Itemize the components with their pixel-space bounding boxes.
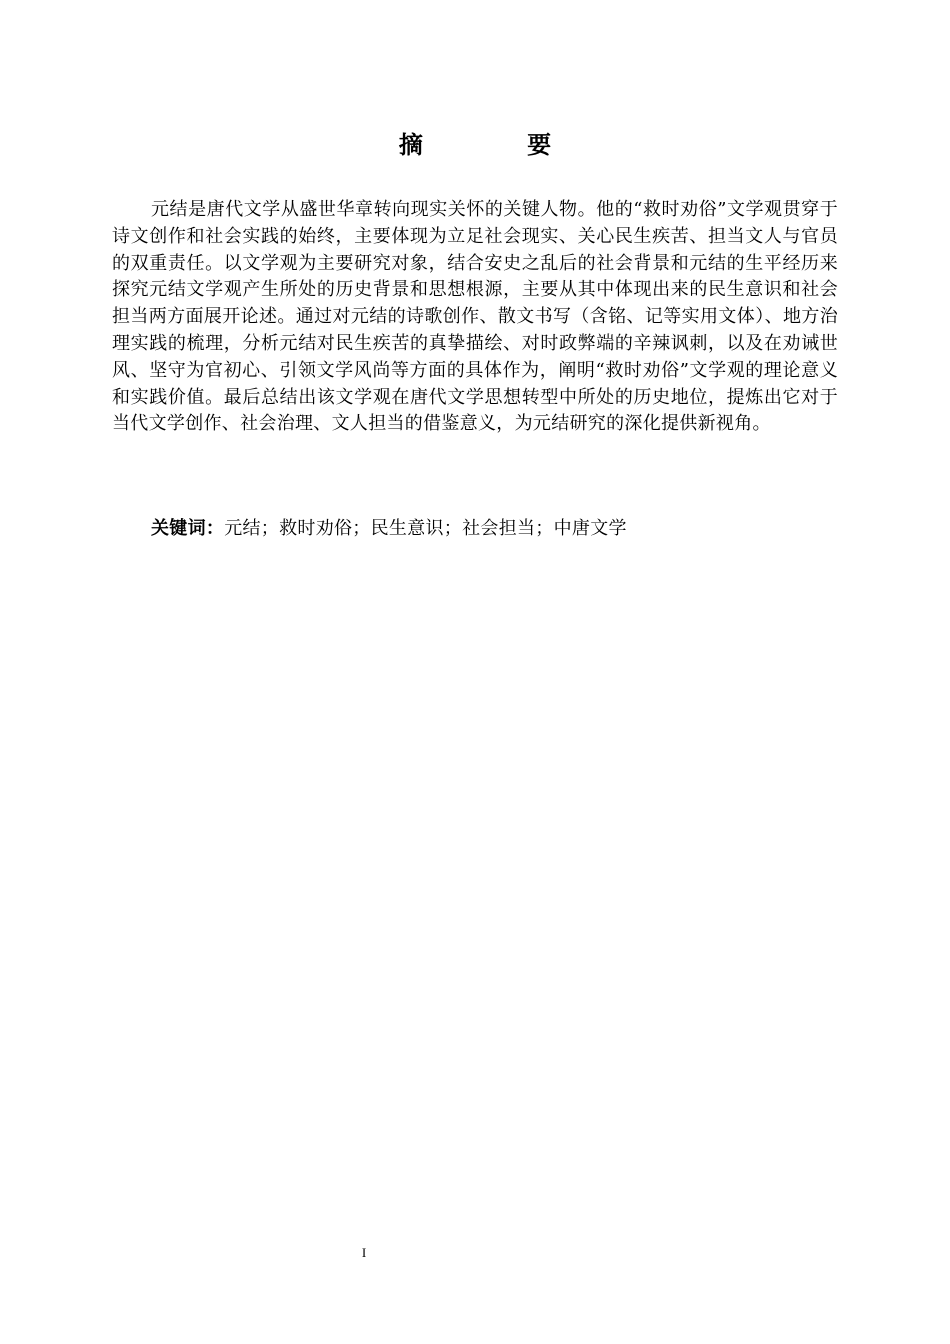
page-number: I — [361, 1245, 367, 1260]
keywords-line — [151, 516, 851, 542]
abstract-body: 元结是唐代文学从盛世华章转向现实关怀的关键人物。他的“救时劝俗”文学观贯穿于诗文创作和社会实践的始终，主要体现为立足社会现实、关心民生疾苦、担当文人与官员的双重责任。以文学观为主要研究对象，结合安史之乱后的社会背景和元结的生平经历来探究元结文学观产生所处的历史背景和思想根源，主要从其中体现出来的民生意识和社会担当两方面展开论述。通过对元结的诗歌创作、散文书写（含铭、记等实用文体）、地方治理实践的梳理，分析元结对民生疾苦的真挚描绘、对时政弊端的辛辣讽刺，以及在劝诫世风、坚守为官初心、引领文学风尚等方面的具体作为，阐明“救时劝俗”文学观的理论意义和实践价值。最后总结出该文学观在唐代文学思想转型中所处的历史地位，提炼出它对于当代文学创作、社会治理、文人担当的借鉴意义，为元结研究的深化提供新视角。 — [112, 199, 838, 435]
keywords-text: 元结；救时劝俗；民生意识；社会担当；中唐文学 — [224, 518, 627, 539]
abstract-title: 摘 要 — [398, 130, 600, 159]
keywords-label: 关键词： — [151, 518, 225, 539]
